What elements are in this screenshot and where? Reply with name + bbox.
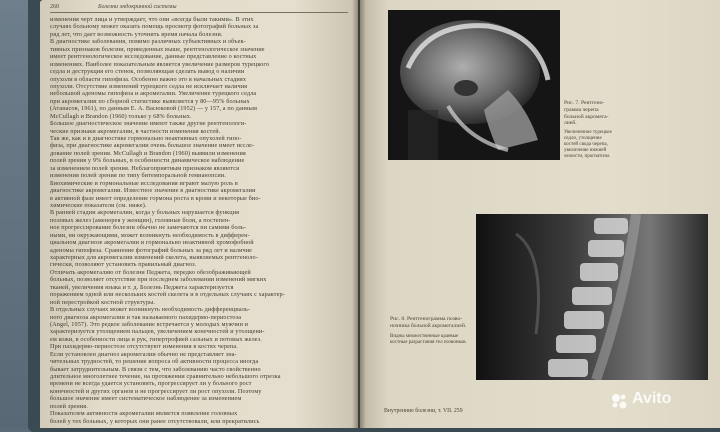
text-line: ного диагноза акромегалии и так называемого пахидермо-периостоза — [50, 313, 242, 321]
figure-8-caption: Рис. 8. Рентгенограмма позво- ночника больной акромегалией. — [390, 316, 467, 329]
text-line: характеризуется утолщением пальцев, увеличением конечностей и утолщени- — [50, 328, 265, 336]
text-line: изменения черт лица и утверждает, что они «всегда были такими». В этих — [50, 16, 254, 23]
figure-8-spine-xray — [476, 214, 708, 380]
text-line: тканей, увеличения языка и т. д. Болезнь Педжета характеризуется — [50, 283, 234, 291]
text-line: ными, ни окружающими, может возникнуть необходимость в дифферен- — [50, 231, 250, 239]
page-footer: Внутренние болезни, т. VII. 259 — [384, 408, 463, 414]
text-line: бывает затруднительным. В связи с тем, что заболеванию часто свойственно — [50, 365, 261, 373]
text-line: В отдельных случаях может возникнуть необходимость дифференциаль- — [50, 306, 251, 314]
text-line: изменениях. Наиболее показательным является увеличение размеров турецкого — [50, 60, 270, 68]
text-line: Так же, как и в диагностике гормонально неактивных опухолей гипо- — [50, 135, 242, 142]
figure-7-caption: Рис. 7. Рентгено- грамма черепа больной акромега- лией. — [564, 100, 609, 127]
figure-7-note: Увеличенное турецкое седло, утолщение костей свода черепа, увеличение нижней челюсти, прогнатизм. — [564, 130, 612, 159]
watermark: Avito — [632, 390, 672, 407]
text-line: характерных для акромегалии изменений скелета, выявляемых рентгеноло- — [50, 254, 258, 261]
text-line: опухоли. Отсутствие изменений турецкого седла не исключает наличия — [50, 82, 248, 90]
text-line: В ранней стадии акромегалии, когда у больных нарушается функция — [50, 209, 240, 217]
left-page — [40, 0, 358, 428]
text-line: При пахидермо-периостозе отсутствуют изменения в костях черепа. — [50, 343, 238, 351]
text-line: в активной фазе имеет определение гормона роста в крови и некоторые био- — [50, 194, 261, 202]
text-line: полей зрения. — [50, 402, 88, 410]
text-line: ем кожи, в особенности лица и рук, гипертрофией сальных и потовых желез. — [50, 335, 262, 343]
avito-logo-icon — [610, 392, 628, 410]
page-number: 260 — [50, 4, 59, 10]
text-line: при акромегалии по сборной статистике выявляется у 80—95% больных — [50, 97, 250, 105]
text-line: полей зрения у 9% больных, в особенности динамическое наблюдение — [50, 157, 245, 165]
text-line: Биохимические и гормональные исследования играют малую роль в — [50, 179, 238, 187]
text-line: циальном диагнозе акромегалии и гормонально неактивной хромофобной — [50, 239, 254, 247]
text-line: небольшой аденомы гипофиза и акромегалии. Увеличение турецкого седла — [50, 90, 257, 98]
text-line: имеет рентгенологическое исследование, данные представление о костных — [50, 53, 257, 61]
text-line: половых желез (аменорея у женщин), головные боли, а постепен- — [50, 216, 231, 224]
text-line: дование полей зрения. McCullagh и Brandon (1960) выявили изменения — [50, 149, 246, 157]
text-line: изменения полей зрения по типу битемпоральной гемианопсии. — [50, 172, 226, 180]
text-line: Если установлен диагноз акромегалии обычно не представляет зна- — [50, 350, 237, 358]
text-line: Отличать акромегалию от болезни Педжета, передко обезображивающей — [50, 268, 251, 276]
running-title: Болезни эндокринной системы — [98, 4, 177, 10]
text-line: больных, позволяет отсутствие при последнем заболевании изменений мягких — [50, 276, 267, 284]
text-line: диагностике акромегалии. Известное значение в диагностике акромегалии — [50, 187, 256, 195]
text-line: поражением одной или нескольких костей скелета и в отдельных случаях с характер- — [50, 291, 285, 299]
text-line: химические показатели (см. ниже). — [50, 201, 147, 209]
text-line: конечностей и других органов и не прогрессирует ли рост опухоли. Поэтому — [50, 387, 262, 395]
text-line: ной перестройкой костной структуры. — [50, 298, 156, 306]
text-line: В диагностике заболевания, помимо различных субъективных и объек- — [50, 38, 246, 46]
text-line: за изменением полей зрения. Неблагоприятным признаком являются — [50, 164, 240, 172]
text-line: чительных трудностей, то решение вопроса об активности процесса иногда — [50, 358, 259, 366]
text-line: случаях больному может оказать помощь просмотр фотографий больных за — [50, 23, 259, 31]
text-line: аденомы гипофиза. Сравнение фотографий больных за ряд лет и наличие — [50, 246, 253, 254]
right-page — [360, 0, 720, 428]
text-line: ное прогрессирование болезни обычно не замечаются ни самими боль- — [50, 224, 246, 232]
text-line: времени не всегда удается установить, прогрессирует ли у больного рост — [50, 380, 252, 388]
figure-7-skull-xray — [388, 10, 560, 160]
text-line: опухоли в области гипофиза. Особенно важно это в начальных стадиях — [50, 75, 247, 83]
text-line: длительное многолетнее течение, на протяжении сравнительно небольшого отрезка — [50, 373, 281, 380]
book-gutter — [352, 0, 366, 428]
text-line: ряд лет, что дает возможность уточнить время начала болезни. — [50, 30, 223, 38]
left-page-text — [50, 16, 348, 425]
text-line: (Angel, 1957). Это редкое заболевание встречается у молодых мужчин и — [50, 320, 249, 328]
text-line: (Атанасов, 1961), по данным Е. А. Васюковой (1952) — у 157, а по данным — [50, 105, 258, 113]
header-rule — [50, 12, 348, 13]
text-line: большое значение имеет систематическое наблюдение за изменением — [50, 395, 242, 403]
text-line: болей у тех больных, у которых они ранее отсутствовали, или прекратились — [50, 417, 260, 425]
text-line: McCullagh и Brandon (1960) только у 68% больных. — [50, 112, 192, 120]
text-line: гически, позволяют установить правильный диагноз. — [50, 261, 197, 269]
figure-8-note: Видны множественные краевые костные разрастания тел позвонков. — [390, 334, 467, 345]
text-line: ческие признаки акромегалии, в частности изменения костей. — [50, 127, 221, 135]
text-line: Показателем активности акромегалии является появление головных — [50, 410, 238, 418]
text-line: Большое диагностическое значение имеют также другие рентгенологи- — [50, 120, 247, 128]
text-line: тивных признаков болезни, приведенных выше, рентгенологическое значение — [50, 45, 265, 53]
text-line: седла и деструкция его стенок, позволяющая сделать вывод о наличии — [50, 68, 245, 76]
text-line: физа, при диагностике акромегалии очень большое значение имеет иссле- — [50, 142, 255, 150]
